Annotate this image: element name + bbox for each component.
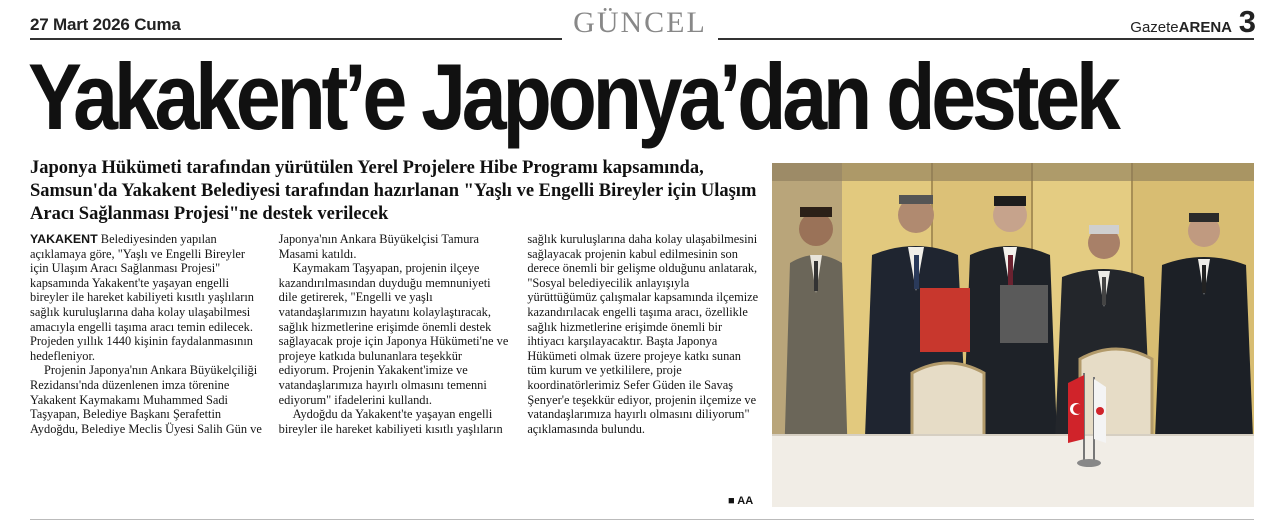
ceremony-photo-illustration <box>772 163 1254 507</box>
header-rule-right <box>718 38 1254 40</box>
section-title: GÜNCEL <box>573 6 707 39</box>
news-source-credit: ■ AA <box>728 495 754 507</box>
article-deck: Japonya Hükümeti tarafından yürütülen Yerel Projelere Hibe Programı kapsamında, Samsun'da Yakakent Belediyesi tarafından hazırlanan "Yaşlı ve Engelli Bireyler için Ulaşım Aracı Sağlanması Projesi"ne destek verilecek <box>30 158 757 224</box>
article-paragraph-2: Projenin Japonya'nın Ankara Büyükelçiliği Rezidansı'nda düzenlenen imza törenine Yakakent Kaymakamı Muhammed Sadi Taşyapan, Belediye Başkanı Şerafettin Aydoğdu, Belediye Meclis Üyesi Salih Gün ve Japonya'nın Ankara Büyükelçisi Tamura Masami katıldı. <box>30 232 480 436</box>
page-number: 3 <box>1238 4 1256 39</box>
dateline: YAKAKENT <box>30 232 98 246</box>
ceremony-photo <box>772 163 1254 507</box>
brand-suffix: ARENA <box>1178 19 1232 36</box>
article-paragraph-3: Kaymakam Taşyapan, projenin ilçeye kazandırılmasından duyduğu memnuniyeti dile getirerek, "Engelli ve yaşlı vatandaşlarımızın hayatını kolaylaştıracak, sağlık hizmetlerine erişimde önemli destek sağlayacak proje için Japonya Hükümeti'ne ve projeye katkıda bulunanlara teşekkür ediyorum. Projenin Yakakent'imize ve vatandaşlarımıza hayırlı olmasını temenni ediyorum" ifadelerini kullandı. <box>278 261 509 407</box>
article-body <box>30 232 760 512</box>
page-header <box>0 0 1280 44</box>
brand-prefix: Gazete <box>1130 19 1179 36</box>
article-headline: Yakakent’e Japonya’dan destek <box>28 44 1117 149</box>
article-paragraph-1 <box>30 232 263 363</box>
article-paragraph-4: Aydoğdu da Yakakent'te yaşayan engelli bireyler ile hareket kabiliyeti kısıtlı yaşlıların sağlık kuruluşlarına daha kolay ulaşabilmesini sağlayacak projenin kabul edilmesinin son derece önemli bir gelişme olduğunu anlatarak, "Sosyal belediyecilik anlayışıyla yürüttüğümüz çalışmalar kapsamında ilçemize kazandırılacak engelli taşıma aracı, özellikle sağlık hizmetlerine erişimde önemli bir ihtiyacı karşılayacaktır. Başta Japonya Hükümeti olmak üzere projeye katkı sunan tüm kurum ve yetkililere, proje koordinatörlerimiz Sefer Güden ile Savaş Şenyer'e teşekkür ediyor, projenin ilçemize ve vatandaşlarımıza hayırlı olmasını diliyorum" açıklamasında bulundu. <box>278 232 759 436</box>
bottom-rule <box>30 519 1254 520</box>
gray-folder <box>1000 285 1048 343</box>
header-rule-left <box>30 38 562 40</box>
newspaper-brand <box>1130 19 1232 36</box>
paragraph-1-text: Belediyesinden yapılan açıklamaya göre, "Yaşlı ve Engelli Bireyler için Ulaşım Aracı Sağlanması Projesi" kapsamında Yakakent'te yaşayan engelli bireyler ile hareket kabiliyeti kısıtlı yaşlıların sağlık kuruluşlarına daha kolay ulaşabilmesi amacıyla engelli taşıma aracı temin edilecek. Projeden yıllık 1440 kişinin faydalanmasının hedefleniyor. <box>30 232 254 363</box>
red-folder <box>920 288 970 352</box>
issue-date: 27 Mart 2026 Cuma <box>30 15 181 34</box>
